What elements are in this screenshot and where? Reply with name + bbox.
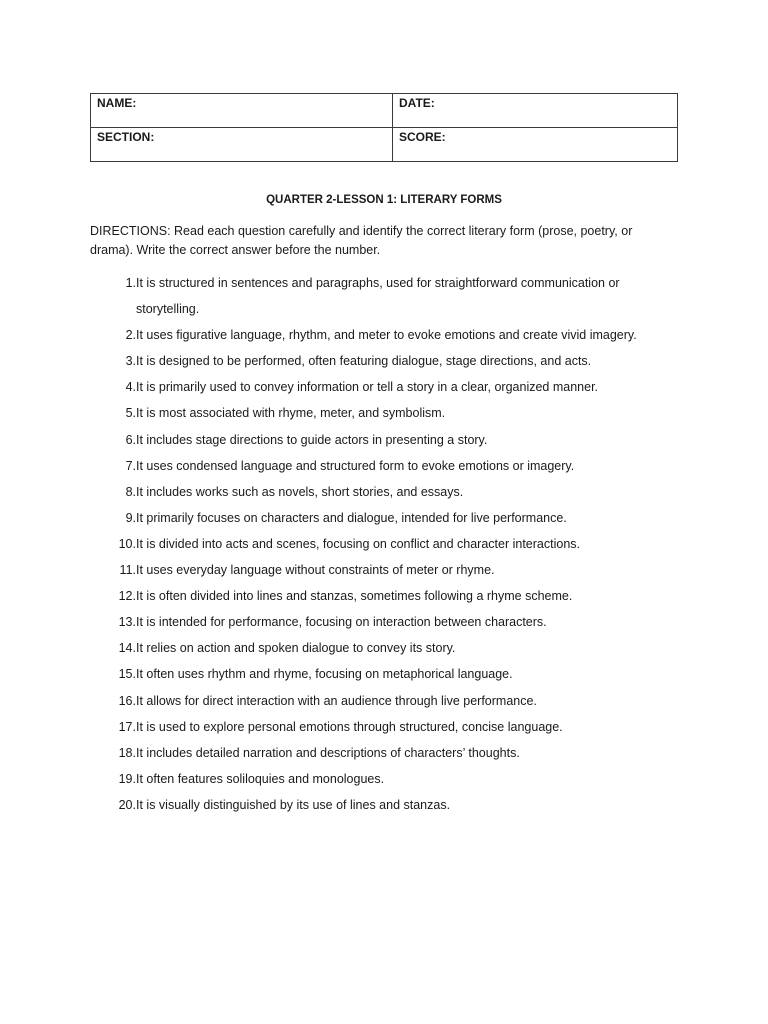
- question-text: It includes works such as novels, short stories, and essays.: [136, 484, 464, 499]
- question-item: [104, 400, 664, 426]
- question-item: [104, 427, 664, 453]
- question-number: [104, 766, 136, 792]
- question-number: [104, 400, 136, 426]
- directions-text: DIRECTIONS: Read each question carefully and identify the correct literary form (prose, poetry, or drama). Write the correct answer before the number.: [90, 224, 633, 257]
- question-text: It uses condensed language and structured form to evoke emotions or imagery.: [136, 458, 575, 473]
- question-number-label: 4.: [125, 380, 136, 395]
- question-text: It is divided into acts and scenes, focusing on conflict and character interactions.: [136, 536, 580, 551]
- question-item: [104, 479, 664, 505]
- question-item: [104, 505, 664, 531]
- question-number-label: 1.: [125, 276, 136, 290]
- question-item: [104, 348, 664, 374]
- question-number-label: 7.: [125, 458, 136, 473]
- question-text: It is often divided into lines and stanzas, sometimes following a rhyme scheme.: [136, 589, 573, 604]
- question-number-label: 2.: [125, 328, 136, 343]
- question-text: It often uses rhythm and rhyme, focusing on metaphorical language.: [136, 667, 513, 682]
- question-number: [104, 609, 136, 635]
- question-text: It is primarily used to convey information or tell a story in a clear, organized manner.: [136, 380, 599, 395]
- question-text: It is visually distinguished by its use of lines and stanzas.: [136, 797, 451, 812]
- question-text: It often features soliloquies and monologues.: [136, 771, 385, 786]
- question-number-label: 10.: [118, 536, 136, 551]
- question-item: [104, 688, 664, 714]
- question-text: It uses everyday language without constraints of meter or rhyme.: [136, 563, 495, 578]
- question-text: It is designed to be performed, often featuring dialogue, stage directions, and acts.: [136, 354, 592, 369]
- question-number-label: 5.: [125, 406, 136, 421]
- question-item: [104, 792, 664, 818]
- question-number: [104, 714, 136, 740]
- question-number: [104, 427, 136, 453]
- question-number-label: 8.: [125, 484, 136, 499]
- question-text: It uses figurative language, rhythm, and meter to evoke emotions and create vivid imagery.: [136, 328, 637, 343]
- question-number-label: 6.: [125, 432, 136, 447]
- question-item: [104, 766, 664, 792]
- info-row: [91, 128, 678, 162]
- question-item: [104, 661, 664, 687]
- question-number: [104, 348, 136, 374]
- question-number: [104, 557, 136, 583]
- question-number-label: 12.: [118, 589, 136, 604]
- question-number-label: 15.: [118, 667, 136, 682]
- question-number-label: 9.: [125, 510, 136, 525]
- question-text: It is most associated with rhyme, meter, and symbolism.: [136, 406, 446, 421]
- score-field[interactable]: [393, 128, 678, 162]
- question-number: [104, 270, 136, 322]
- date-field[interactable]: [393, 94, 678, 128]
- question-number: [104, 479, 136, 505]
- name-field[interactable]: [91, 94, 393, 128]
- section-field[interactable]: [91, 128, 393, 162]
- question-text: It allows for direct interaction with an audience through live performance.: [136, 693, 537, 708]
- question-item: [104, 609, 664, 635]
- question-number-label: 17.: [118, 719, 136, 734]
- info-row: [91, 94, 678, 128]
- question-number: [104, 583, 136, 609]
- question-item: [104, 453, 664, 479]
- question-text: It is used to explore personal emotions through structured, concise language.: [136, 719, 563, 734]
- question-text: It includes detailed narration and descriptions of characters’ thoughts.: [136, 745, 520, 760]
- question-number-label: 19.: [118, 771, 136, 786]
- question-item: [104, 322, 664, 348]
- question-number-label: 13.: [118, 615, 136, 630]
- question-number: [104, 740, 136, 766]
- question-item: [104, 635, 664, 661]
- question-number: [104, 374, 136, 400]
- question-item: [104, 583, 664, 609]
- question-item: [104, 557, 664, 583]
- section-label: SECTION:: [97, 130, 155, 144]
- date-label: DATE:: [399, 96, 435, 110]
- question-text: It includes stage directions to guide actors in presenting a story.: [136, 432, 488, 447]
- question-number: [104, 661, 136, 687]
- question-number-label: 20.: [118, 797, 136, 812]
- question-text: It primarily focuses on characters and dialogue, intended for live performance.: [136, 510, 567, 525]
- question-number: [104, 505, 136, 531]
- student-info-table: [90, 93, 678, 162]
- question-number-label: 14.: [118, 641, 136, 656]
- question-text: It relies on action and spoken dialogue to convey its story.: [136, 641, 456, 656]
- question-number-label: 11.: [119, 563, 136, 578]
- question-number: [104, 531, 136, 557]
- question-number-label: 18.: [118, 745, 136, 760]
- question-item: [104, 714, 664, 740]
- question-item: [104, 531, 664, 557]
- question-text: It is structured in sentences and paragraphs, used for straightforward communication or storytelling.: [136, 276, 620, 317]
- question-number: [104, 688, 136, 714]
- question-number-label: 16.: [118, 693, 136, 708]
- question-text: It is intended for performance, focusing on interaction between characters.: [136, 615, 547, 630]
- question-number: [104, 792, 136, 818]
- question-item: [104, 270, 664, 322]
- name-label: NAME:: [97, 96, 137, 110]
- question-number: [104, 453, 136, 479]
- question-item: [104, 374, 664, 400]
- question-number: [104, 635, 136, 661]
- question-number: [104, 322, 136, 348]
- worksheet-title: QUARTER 2-LESSON 1: LITERARY FORMS: [266, 194, 502, 206]
- question-list: [104, 270, 664, 818]
- question-item: [104, 740, 664, 766]
- question-number-label: 3.: [125, 354, 136, 369]
- score-label: SCORE:: [399, 130, 446, 144]
